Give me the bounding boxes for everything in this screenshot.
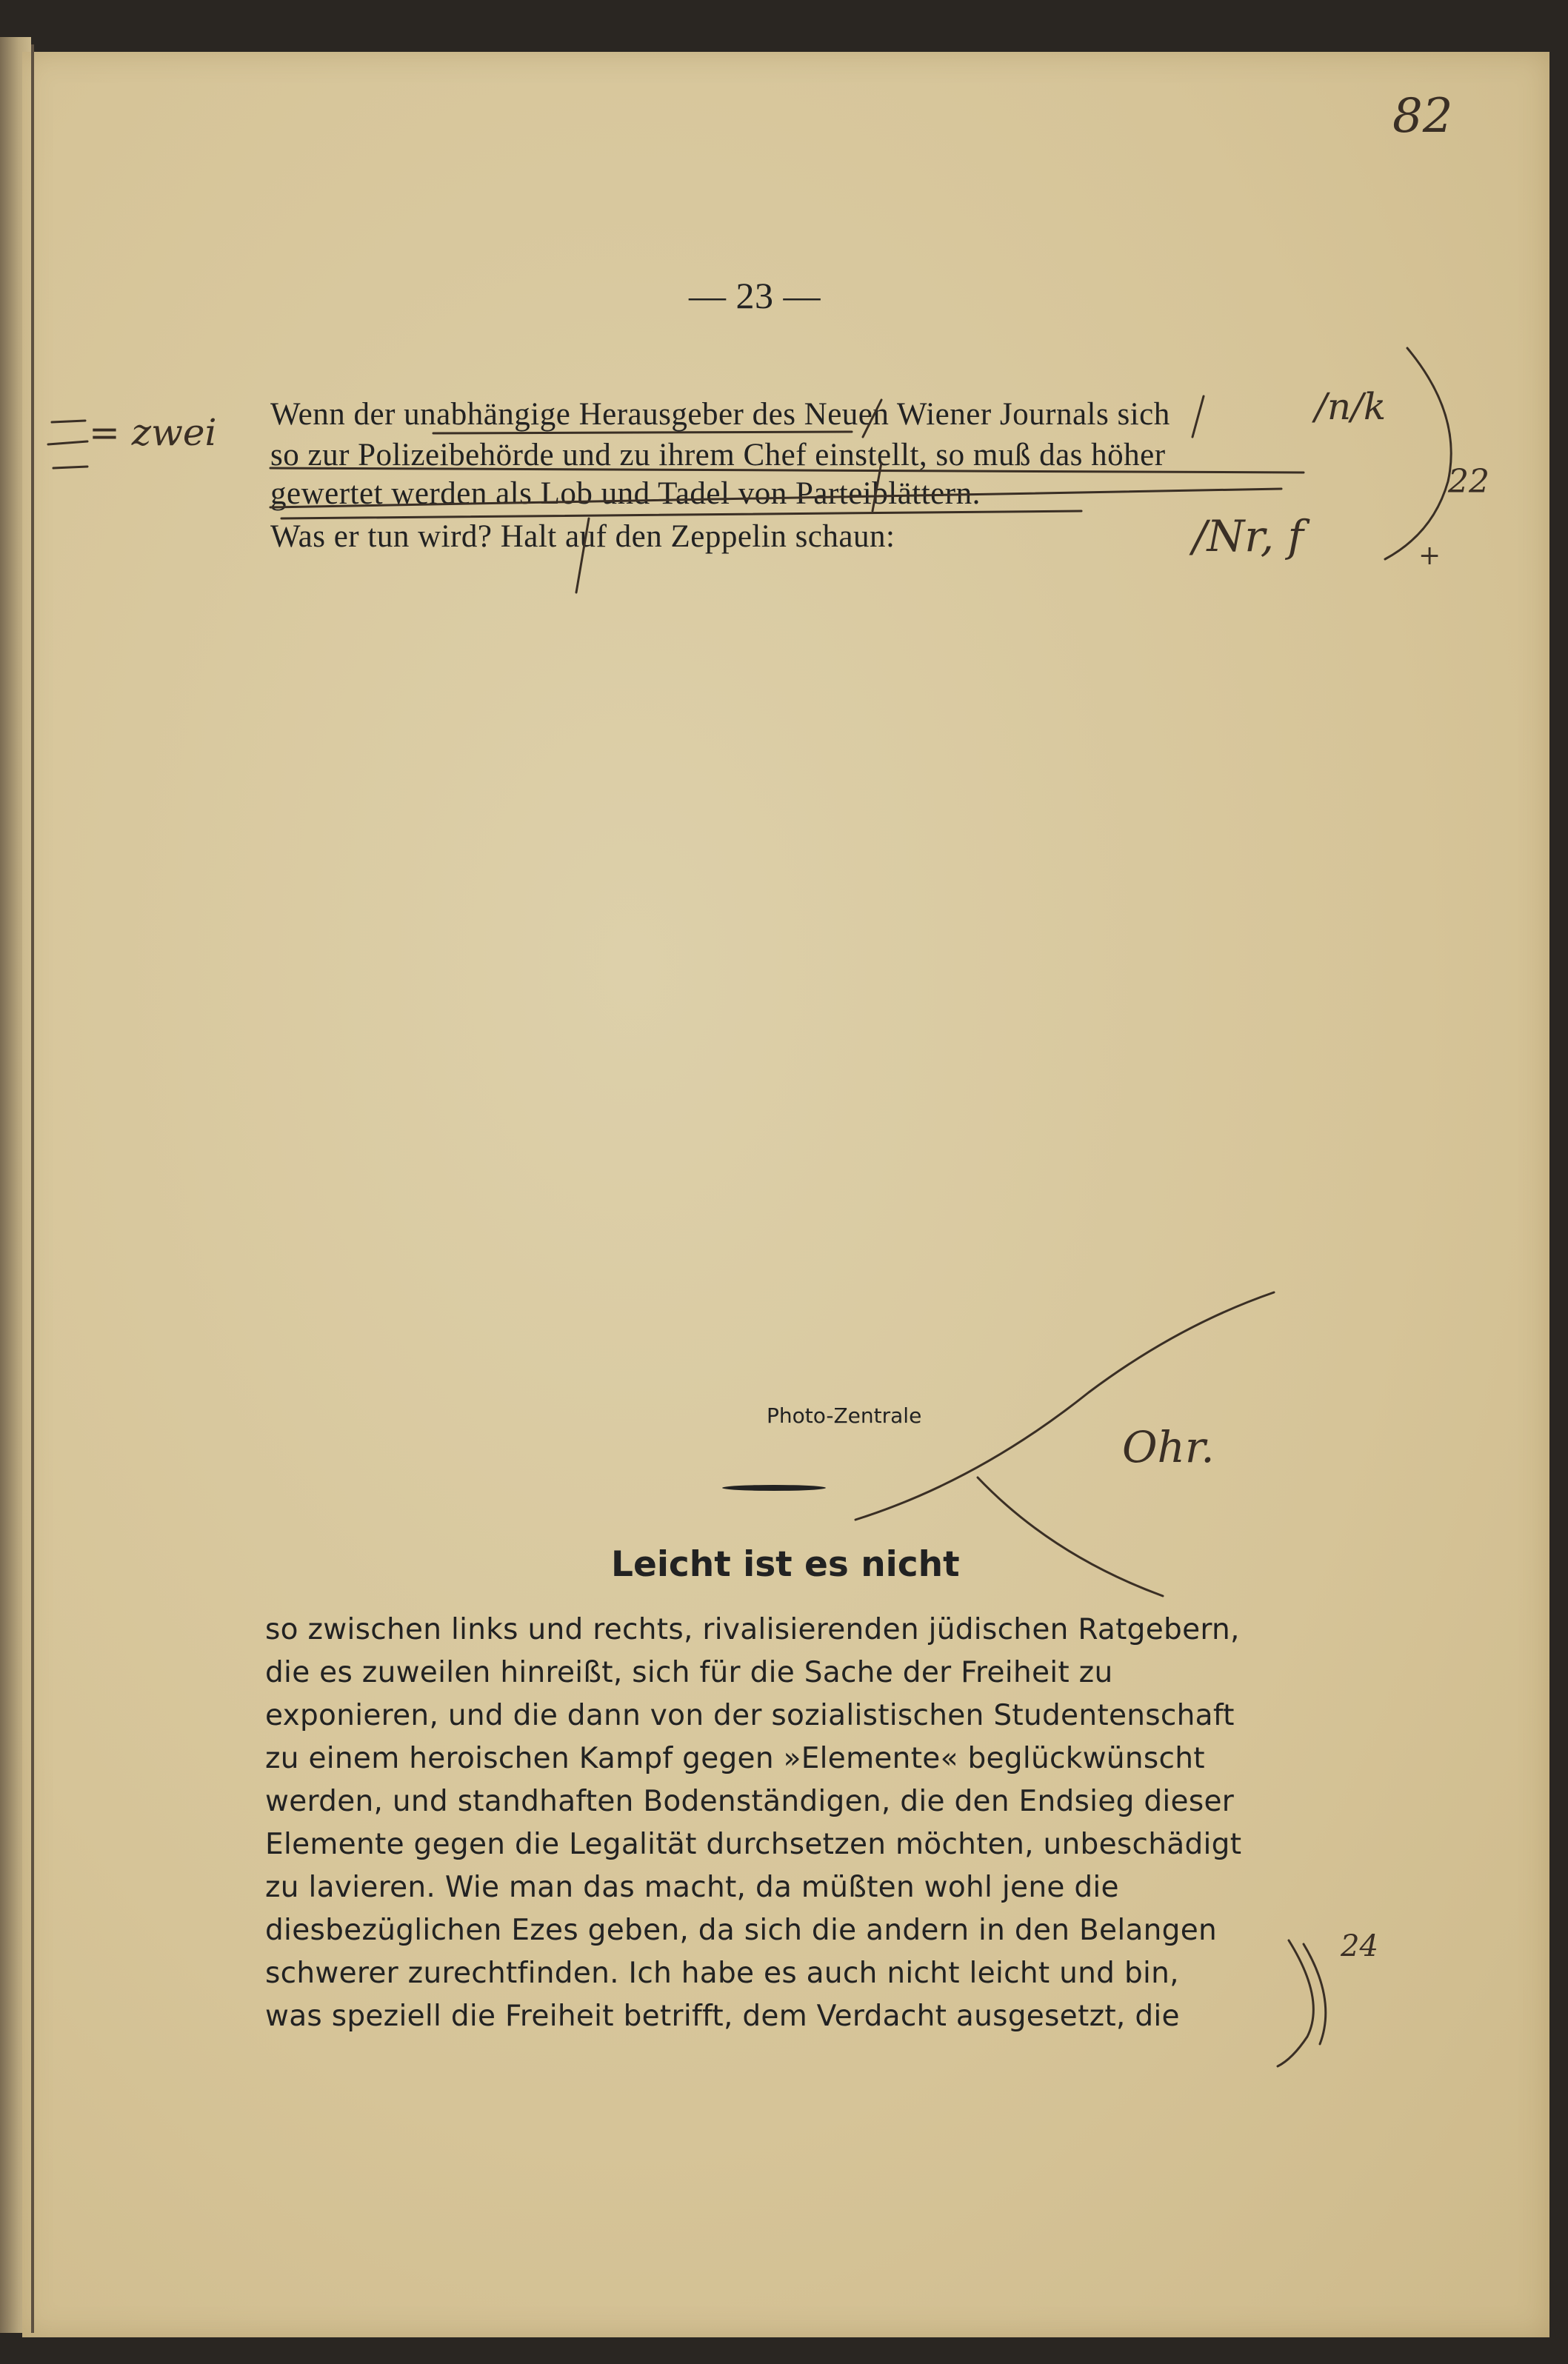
underline-1 (433, 432, 852, 433)
bracket-lower-2 (1304, 1944, 1326, 2044)
right-margin-note-2: 22 (1448, 463, 1489, 501)
photo-credit: Photo-Zentrale (767, 1403, 922, 1428)
left-dashes (48, 421, 87, 468)
left-margin-note: = zwei (89, 411, 217, 454)
slash-2 (1192, 396, 1204, 437)
body-line-1: so zwischen links und rechts, rivalisierenden jüdischen Ratgebern, (265, 1613, 1240, 1646)
body-line-8: diesbezüglichen Ezes geben, da sich die andern in den Belangen (265, 1914, 1218, 1947)
bracket-lower (1278, 1940, 1313, 2066)
diagonal-short (978, 1478, 1163, 1596)
signature-note: Ohr. (1122, 1422, 1215, 1472)
body-line-3: exponieren, und die dann von der sozialistischen Studentenschaft (265, 1699, 1235, 1732)
underline-4 (281, 511, 1081, 518)
body-line-7: zu lavieren. Wie man das macht, da müßten wohl jene die (265, 1871, 1119, 1904)
paragraph-line-2: so zur Polizeibehörde und zu ihrem Chef einstellt, so muß das höher (270, 438, 1166, 473)
right-margin-note-lower: 24 (1341, 1929, 1378, 1963)
diagonal-long (855, 1292, 1274, 1520)
paragraph-line-3: gewertet werden als Lob und Tadel von Parteiblättern. (270, 476, 981, 511)
slash-4 (576, 518, 589, 592)
paragraph-line-1: Wenn der unabhängige Herausgeber des Neuen Wiener Journals sich (270, 397, 1170, 432)
underline-2 (270, 468, 1304, 473)
underline-3 (270, 489, 1281, 507)
page-number: — 23 — (689, 275, 821, 316)
body-line-5: werden, und standhaften Bodenständigen, die den Endsieg dieser (265, 1785, 1235, 1818)
body-line-6: Elemente gegen die Legalität durchsetzen möchten, unbeschädigt (265, 1828, 1242, 1861)
bracket-right (1385, 348, 1451, 559)
section-heading: Leicht ist es nicht (611, 1544, 960, 1585)
body-line-9: schwerer zurechtfinden. Ich habe es auch nicht leicht und bin, (265, 1957, 1179, 1990)
right-margin-note-3: /Nr, f (1192, 511, 1304, 561)
question-line: Was er tun wird? Halt auf den Zeppelin schaun: (270, 519, 895, 554)
body-line-2: die es zuweilen hinreißt, sich für die Sache der Freiheit zu (265, 1656, 1113, 1689)
right-margin-note-1: /n/k (1315, 385, 1387, 428)
body-line-10: was speziell die Freiheit betrifft, dem Verdacht ausgesetzt, die (265, 2000, 1180, 2033)
slash-1 (863, 400, 881, 437)
folio-number: 82 (1392, 89, 1453, 144)
body-line-4: zu einem heroischen Kampf gegen »Elemente« beglückwünscht (265, 1742, 1205, 1775)
right-margin-note-4: + (1418, 541, 1441, 571)
